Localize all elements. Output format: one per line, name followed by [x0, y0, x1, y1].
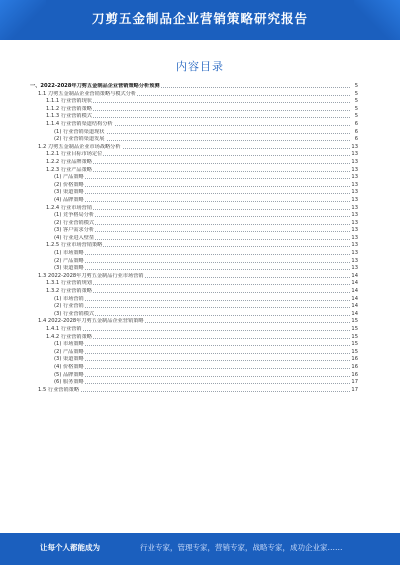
toc-entry[interactable] [30, 83, 358, 91]
toc-leader-dots [50, 102, 350, 103]
toc-entry-page: 6 [354, 136, 358, 143]
toc-entry[interactable] [30, 296, 358, 304]
toc-entry-title: (3) 渠道策略 [54, 356, 84, 363]
toc-entry[interactable] [30, 182, 358, 190]
toc-entry-page: 14 [351, 280, 358, 287]
toc-entry-title: (5) 品牌策略 [54, 371, 84, 378]
toc-entry[interactable] [30, 144, 358, 152]
toc-entry-title: (1) 产品策略 [54, 174, 84, 181]
toc-entry[interactable] [30, 235, 358, 243]
toc-entry[interactable] [30, 318, 358, 326]
toc-entry-page: 13 [351, 257, 358, 264]
toc-leader-dots [58, 231, 350, 232]
toc-entry-title: 1.3.2 行业营销策略 [46, 288, 92, 295]
toc-leader-dots [58, 216, 350, 217]
toc-entry-page: 13 [351, 151, 358, 158]
toc-entry[interactable] [30, 159, 358, 167]
toc-entry-page: 13 [351, 174, 358, 181]
toc-entry[interactable] [30, 364, 358, 372]
toc-leader-dots [58, 201, 350, 202]
toc-entry-page: 14 [351, 310, 358, 317]
toc-entry-title: (4) 品牌策略 [54, 196, 84, 203]
toc-leader-dots [58, 353, 350, 354]
toc-leader-dots [50, 171, 350, 172]
toc-leader-dots [58, 239, 350, 240]
toc-entry-page: 6 [354, 120, 358, 127]
toc-entry-page: 15 [351, 326, 358, 332]
toc-leader-dots [42, 391, 350, 392]
toc-entry[interactable] [30, 341, 358, 349]
toc-entry-page: 14 [351, 303, 358, 310]
toc-entry-page: 14 [351, 288, 358, 295]
toc-leader-dots [58, 376, 350, 377]
toc-entry-title: (6) 服务策略 [54, 379, 84, 386]
toc-entry-title: 1.5 行业营销策略 [38, 386, 80, 393]
toc-entry-title: (2) 行业营销 [54, 303, 84, 310]
toc-heading: 内容目录 [176, 60, 224, 73]
toc-leader-dots [58, 178, 350, 179]
toc-entry[interactable] [30, 205, 358, 213]
toc-entry[interactable] [30, 129, 358, 137]
toc-leader-dots [58, 224, 350, 225]
toc-entry-title: (4) 价格策略 [54, 363, 84, 370]
toc-entry[interactable] [30, 273, 358, 281]
toc-entry-title: 1.2.3 行业产品策略 [46, 166, 92, 173]
toc-entry[interactable] [30, 167, 358, 175]
toc-leader-dots [58, 300, 350, 301]
toc-entry[interactable] [30, 334, 358, 342]
toc-entry[interactable] [30, 174, 358, 182]
toc-entry-page: 13 [351, 234, 358, 241]
toc-entry-page: 13 [351, 143, 358, 150]
toc-entry[interactable] [30, 197, 358, 205]
toc-entry[interactable] [30, 106, 358, 114]
toc-entry-page: 5 [354, 83, 358, 89]
toc-entry[interactable] [30, 349, 358, 357]
toc-entry[interactable] [30, 189, 358, 197]
toc-entry[interactable] [30, 280, 358, 288]
toc-entry-page: 13 [351, 212, 358, 219]
toc-entry-page: 13 [351, 250, 358, 257]
toc-entry-title: (2) 价格策略 [54, 181, 84, 188]
toc-entry-page: 13 [351, 242, 358, 249]
toc-entry-page: 5 [354, 90, 358, 97]
toc-leader-dots [58, 315, 350, 316]
toc-leader-dots [58, 269, 350, 270]
toc-entry-title: 1.1.4 行业营销渠道结构分析 [46, 120, 113, 127]
toc-entry[interactable] [30, 356, 358, 364]
toc-entry-page: 13 [351, 227, 358, 234]
toc-entry-title: (1) 竞争格局分析 [54, 212, 95, 219]
toc-entry-title: (3) 行业营销模式 [54, 310, 95, 317]
toc-entry-title: 1.1.2 行业营销策略 [46, 105, 92, 112]
toc-entry[interactable] [30, 288, 358, 296]
toc-entry-page: 15 [351, 341, 358, 348]
toc-entry[interactable] [30, 265, 358, 273]
toc-entry-page: 17 [351, 386, 358, 393]
toc-entry-title: (4) 行业进入壁垒 [54, 234, 95, 241]
report-header-bar [0, 0, 400, 40]
toc-leader-dots [50, 163, 350, 164]
toc-entry-page: 13 [351, 158, 358, 165]
toc-entry-page: 14 [351, 295, 358, 302]
table-of-contents [30, 83, 358, 394]
toc-entry-page: 15 [351, 318, 358, 325]
toc-entry[interactable] [30, 258, 358, 266]
toc-leader-dots [50, 292, 350, 293]
toc-entry-page: 13 [351, 196, 358, 203]
toc-leader-dots [50, 330, 350, 331]
toc-entry-title: (3) 客户需求分析 [54, 227, 95, 234]
toc-entry-page: 13 [351, 265, 358, 272]
toc-entry-title: (2) 行业营销渠道发展 [54, 136, 105, 143]
toc-entry-title: 一、2022-2028年刀剪五金制品企业营销策略分析预测 [30, 83, 160, 89]
toc-entry[interactable] [30, 98, 358, 106]
toc-entry[interactable] [30, 227, 358, 235]
toc-leader-dots [58, 186, 350, 187]
toc-entry-title: 1.2.5 行业市场营销策略 [46, 242, 103, 249]
toc-entry[interactable] [30, 136, 358, 144]
toc-entry-page: 13 [351, 204, 358, 211]
toc-entry-title: 1.2 刀剪五金制品企业市场战略分析 [38, 143, 121, 150]
toc-entry[interactable] [30, 311, 358, 319]
toc-entry-page: 5 [354, 98, 358, 105]
toc-entry-title: 1.1.1 行业营销现状 [46, 98, 92, 105]
toc-entry[interactable] [30, 91, 358, 99]
toc-leader-dots [50, 117, 350, 118]
toc-entry-title: 1.2.2 行业品牌策略 [46, 158, 92, 165]
toc-leader-dots [50, 284, 350, 285]
toc-leader-dots [58, 254, 350, 255]
toc-leader-dots [58, 345, 350, 346]
toc-entry-title: 1.4.2 行业营销策略 [46, 333, 92, 340]
toc-entry-title: 1.1.3 行业营销模式 [46, 113, 92, 120]
toc-leader-dots [58, 262, 350, 263]
toc-entry-page: 13 [351, 189, 358, 196]
footer-slogan: 让每个人都能成为 [40, 543, 100, 552]
toc-entry-page: 14 [351, 272, 358, 279]
toc-entry-page: 13 [351, 166, 358, 173]
toc-entry-page: 5 [354, 105, 358, 112]
toc-entry-page: 13 [351, 181, 358, 188]
toc-leader-dots [58, 368, 350, 369]
toc-entry-page: 15 [351, 348, 358, 355]
toc-entry[interactable] [30, 212, 358, 220]
toc-leader-dots [58, 307, 350, 308]
toc-entry[interactable] [30, 387, 358, 395]
toc-entry-page: 16 [351, 371, 358, 378]
toc-entry-page: 16 [351, 363, 358, 370]
toc-entry[interactable] [30, 372, 358, 380]
toc-entry-page: 5 [354, 113, 358, 120]
toc-leader-dots [50, 338, 350, 339]
toc-entry-title: 1.3 2022-2028年刀剪五金制品行业市场营销 [38, 272, 144, 279]
toc-entry[interactable] [30, 250, 358, 258]
toc-entry[interactable] [30, 242, 358, 250]
toc-entry-title: (3) 渠道策略 [54, 189, 84, 196]
toc-entry[interactable] [30, 121, 358, 129]
toc-entry[interactable] [30, 303, 358, 311]
toc-entry-title: (2) 产品策略 [54, 348, 84, 355]
toc-entry-title: (2) 行业营销模式 [54, 219, 95, 226]
toc-entry-title: 1.3.1 行业营销规划 [46, 280, 92, 287]
toc-entry-page: 6 [354, 128, 358, 135]
toc-entry[interactable] [30, 379, 358, 387]
toc-entry-title: (1) 行业营销渠道现状 [54, 128, 105, 135]
toc-entry-title: 1.4 2022-2028年刀剪五金制品企业营销策略 [38, 318, 144, 325]
toc-leader-dots [50, 110, 350, 111]
toc-entry-title: 1.2.1 行业目标市场定位 [46, 151, 103, 158]
toc-entry-title: (2) 产品策略 [54, 257, 84, 264]
toc-entry[interactable] [30, 326, 358, 334]
toc-entry[interactable] [30, 113, 358, 121]
toc-entry-title: (1) 市场策略 [54, 250, 84, 257]
footer-roles: 行业专家，管理专家，营销专家，战略专家，成功企业家…… [140, 543, 343, 552]
toc-entry-title: (1) 市场策略 [54, 341, 84, 348]
toc-entry-title: 1.2.4 行业市场营销 [46, 204, 92, 211]
toc-entry-title: 1.1 刀剪五金制品企业营销策略与模式分析 [38, 90, 137, 97]
toc-entry-title: (3) 渠道策略 [54, 265, 84, 272]
toc-entry-page: 15 [351, 333, 358, 340]
toc-entry-title: 1.4.1 行业营销 [46, 326, 82, 332]
report-title: 刀剪五金制品企业营销策略研究报告 [91, 11, 308, 26]
toc-entry-page: 16 [351, 356, 358, 363]
toc-entry-title: (1) 市场营销 [54, 295, 84, 302]
toc-leader-dots [58, 360, 350, 361]
toc-entry-page: 13 [351, 219, 358, 226]
toc-entry[interactable] [30, 220, 358, 228]
toc-entry-page: 17 [351, 379, 358, 386]
toc-leader-dots [58, 193, 350, 194]
toc-leader-dots [50, 209, 350, 210]
toc-leader-dots [58, 383, 350, 384]
report-footer-bar [0, 533, 400, 565]
toc-entry[interactable] [30, 151, 358, 159]
